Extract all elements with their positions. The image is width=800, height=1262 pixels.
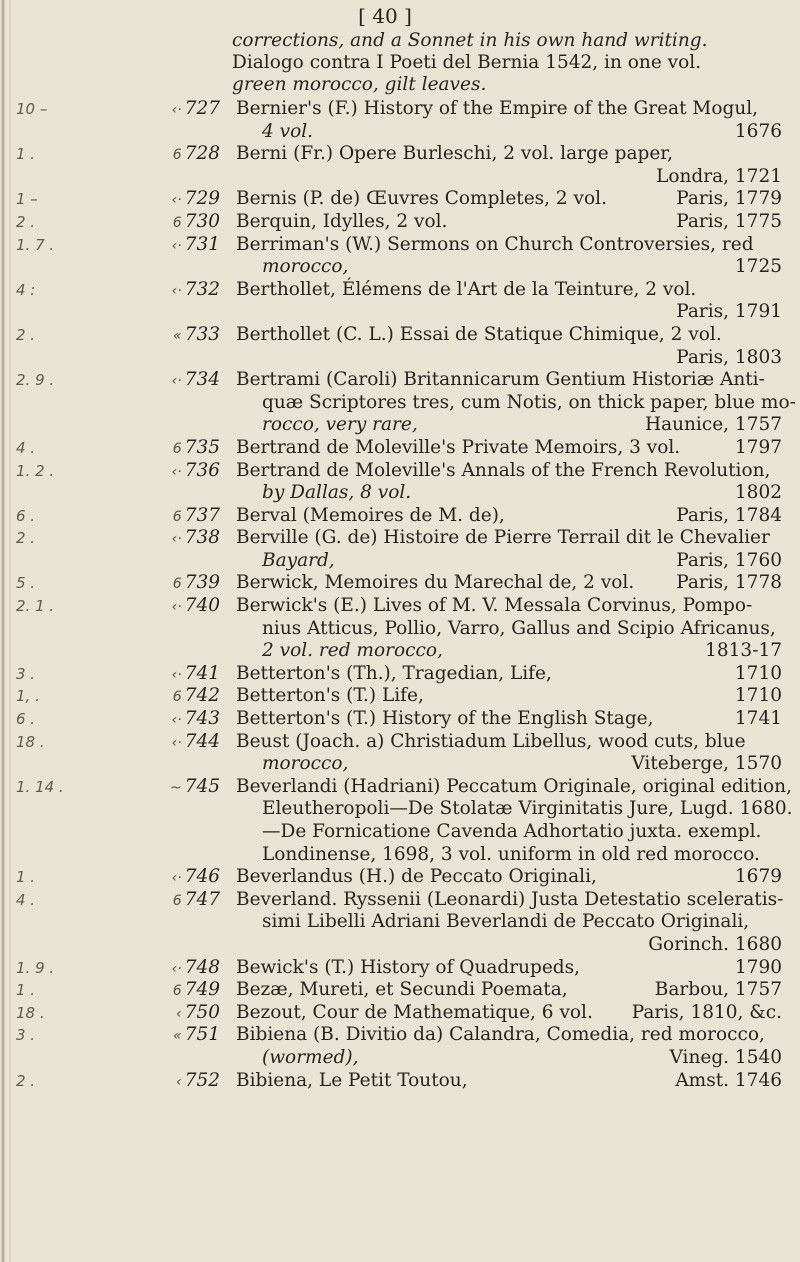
entry-line (0, 482, 800, 505)
entry-text: rocco, very rare, (262, 414, 418, 436)
lot-number (145, 889, 220, 913)
pen-mark: 6 (172, 689, 182, 706)
handwritten-price: 2 . (16, 212, 36, 231)
entry-text: 4 vol. (262, 120, 314, 142)
entry-text: Bertrand de Moleville's Annals of the French Revolution, (236, 459, 771, 481)
entry-text: Bayard, (262, 549, 335, 571)
entry-text: Bertrami (Caroli) Britannicarum Gentium Historiæ Anti- (236, 369, 765, 391)
lot-number (145, 234, 220, 258)
entry-line (0, 776, 800, 799)
entry-line (0, 844, 800, 867)
imprint: 1802 (734, 482, 782, 504)
catalogue-entry (0, 731, 800, 776)
catalogue-entry (0, 324, 800, 369)
handwritten-price: 2. 9 . (16, 371, 55, 390)
entry-line (0, 753, 800, 776)
lot-number-value: 743 (184, 708, 220, 730)
pen-mark: ‹ (176, 1073, 182, 1090)
entry-line (0, 211, 800, 234)
pen-mark: ‹· (171, 712, 182, 729)
imprint: Paris, 1760 (676, 549, 782, 571)
entry-text: Bezæ, Mureti, et Secundi Poemata, (236, 979, 568, 1001)
catalogue-entry (0, 685, 800, 708)
handwritten-price: 1 – (16, 190, 38, 209)
pen-mark: ‹· (171, 870, 182, 887)
entry-text: Berthollet, Élémens de l'Art de la Teinture, 2 vol. (236, 278, 697, 300)
catalogue-entry (0, 98, 800, 143)
lot-number (145, 460, 220, 484)
lot-number-value: 735 (184, 436, 220, 458)
handwritten-price: 1. 2 . (16, 461, 55, 480)
entry-line (0, 98, 800, 121)
lot-number (145, 1024, 220, 1048)
pen-mark: ‹· (171, 282, 182, 299)
pen-mark: 6 (172, 508, 182, 525)
pen-mark: 6 (172, 440, 182, 457)
pen-mark: ‹· (171, 666, 182, 683)
entry-line (0, 324, 800, 347)
entry-text: Eleutheropoli—De Stolatæ Virginitatis Jure, Lugd. 1680. (262, 798, 793, 820)
entry-line (0, 234, 800, 257)
entry-text: Berquin, Idylles, 2 vol. (236, 210, 448, 232)
entry-line (0, 256, 800, 279)
imprint: Vineg. 1540 (669, 1046, 782, 1068)
entry-text: Betterton's (T.) History of the English Stage, (236, 708, 654, 730)
entry-line (0, 550, 800, 573)
handwritten-price: 2 . (16, 1071, 36, 1090)
lot-number-value: 751 (184, 1024, 220, 1046)
entry-text: morocco, (262, 256, 349, 278)
imprint: 1797 (734, 436, 782, 458)
pen-mark: ‹ (176, 1005, 182, 1022)
lot-number-value: 731 (184, 233, 220, 255)
entry-text: Beverlandus (H.) de Peccato Originali, (236, 866, 597, 888)
lot-number-value: 741 (184, 662, 220, 684)
entry-text: quæ Scriptores tres, cum Notis, on thick paper, blue mo- (262, 391, 796, 413)
handwritten-price: 1. 9 . (16, 958, 55, 977)
entry-text: Berthollet (C. L.) Essai de Statique Chimique, 2 vol. (236, 323, 722, 345)
lot-number-value: 750 (184, 1001, 220, 1023)
lot-number-value: 729 (184, 188, 220, 210)
imprint: 1710 (734, 685, 782, 707)
entry-line (0, 595, 800, 618)
handwritten-price: 1 . (16, 145, 36, 164)
imprint: Viteberge, 1570 (631, 753, 782, 775)
entry-line (0, 437, 800, 460)
entry-line (0, 866, 800, 889)
entry-text: Berval (Memoires de M. de), (236, 504, 505, 526)
handwritten-price: 1. 7 . (16, 235, 55, 254)
entry-text: (wormed), (262, 1046, 359, 1068)
entry-line (0, 347, 800, 370)
pen-mark: ‹· (171, 734, 182, 751)
lot-number (145, 979, 220, 1003)
lot-number (145, 188, 220, 212)
catalogue-entry (0, 663, 800, 686)
lot-number-value: 732 (184, 278, 220, 300)
lot-number (145, 572, 220, 596)
entry-line (0, 572, 800, 595)
catalogue-entry (0, 527, 800, 572)
entry-text: Berwick's (E.) Lives of M. V. Messala Corvinus, Pompo- (236, 595, 753, 617)
imprint: Paris, 1803 (676, 346, 782, 368)
entry-line (0, 934, 800, 957)
lot-number-value: 752 (184, 1069, 220, 1091)
handwritten-price: 6 . (16, 710, 36, 729)
imprint: Haunice, 1757 (644, 414, 782, 436)
imprint: 1679 (734, 866, 782, 888)
entry-text: nius Atticus, Pollio, Varro, Gallus and Scipio Africanus, (262, 617, 776, 639)
imprint: 1813-17 (705, 640, 782, 662)
entry-text: Berni (Fr.) Opere Burleschi, 2 vol. large paper, (236, 143, 673, 165)
lot-number-value: 733 (184, 323, 220, 345)
lot-number (145, 279, 220, 303)
handwritten-price: 1, . (16, 687, 40, 706)
lot-number-value: 747 (184, 888, 220, 910)
pen-mark: ‹· (171, 102, 182, 118)
catalogue-entry (0, 889, 800, 957)
entry-line (0, 798, 800, 821)
lot-number-value: 730 (184, 210, 220, 232)
entry-text: Betterton's (T.) Life, (236, 685, 424, 707)
entry-text: Beust (Joach. a) Christiadum Libellus, wood cuts, blue (236, 730, 746, 752)
pen-mark: ~ (169, 779, 182, 796)
catalogue-entry (0, 234, 800, 279)
handwritten-price: 1 . (16, 981, 36, 1000)
entry-line (0, 1070, 800, 1093)
lot-number (145, 143, 220, 167)
lot-number-value: 744 (184, 730, 220, 752)
entry-text: Bibiena (B. Divitio da) Calandra, Comedia, red morocco, (236, 1024, 765, 1046)
entry-line (0, 392, 800, 415)
handwritten-price: 18 . (16, 732, 45, 751)
entry-text: Berriman's (W.) Sermons on Church Controversies, red (236, 233, 754, 255)
lot-number-value: 734 (184, 369, 220, 391)
catalogue-entry (0, 211, 800, 234)
entry-text: 2 vol. red morocco, (262, 640, 443, 662)
lot-number (145, 1002, 220, 1026)
intro-line-2: Dialogo contra I Poeti del Bernia 1542, in one vol. (232, 52, 702, 73)
entry-line (0, 663, 800, 686)
catalogue-entry (0, 957, 800, 980)
entry-text: Londinense, 1698, 3 vol. uniform in old red morocco. (262, 843, 760, 865)
lot-number-value: 736 (184, 459, 220, 481)
catalogue-entries (0, 98, 800, 1092)
entry-text: simi Libelli Adriani Beverlandi de Peccato Originali, (262, 911, 750, 933)
handwritten-price: 10 – (16, 100, 48, 118)
catalogue-entry (0, 1070, 800, 1093)
lot-number (145, 527, 220, 551)
lot-number-value: 742 (184, 685, 220, 707)
entry-line (0, 188, 800, 211)
catalogue-entry (0, 460, 800, 505)
handwritten-price: 4 . (16, 890, 36, 909)
lot-number-value: 749 (184, 979, 220, 1001)
handwritten-price: 6 . (16, 506, 36, 525)
imprint: 1790 (734, 956, 782, 978)
lot-number-value: 738 (184, 527, 220, 549)
entry-line (0, 1002, 800, 1025)
imprint: Barbou, 1757 (654, 979, 782, 1001)
catalogue-entry (0, 143, 800, 188)
pen-mark: ‹· (171, 599, 182, 616)
imprint: Londra, 1721 (656, 165, 782, 187)
lot-number (145, 685, 220, 709)
imprint: Paris, 1778 (676, 572, 782, 594)
imprint: Amst. 1746 (675, 1069, 782, 1091)
entry-text: Berville (G. de) Histoire de Pierre Terrail dit le Chevalier (236, 527, 770, 549)
entry-line (0, 911, 800, 934)
imprint: Paris, 1810, &c. (631, 1001, 782, 1023)
catalogue-entry (0, 188, 800, 211)
handwritten-price: 1. 14 . (16, 777, 64, 796)
entry-text: by Dallas, 8 vol. (262, 482, 412, 504)
catalogue-entry (0, 437, 800, 460)
entry-line (0, 685, 800, 708)
entry-line (0, 708, 800, 731)
entry-text: Beverland. Ryssenii (Leonardi) Justa Detestatio sceleratis- (236, 888, 784, 910)
imprint: Gorinch. 1680 (648, 933, 782, 955)
entry-line (0, 1047, 800, 1070)
lot-number (145, 211, 220, 235)
lot-number-value: 746 (184, 866, 220, 888)
entry-line (0, 369, 800, 392)
lot-number-value: 740 (184, 595, 220, 617)
handwritten-price: 2. 1 . (16, 597, 55, 616)
entry-line (0, 821, 800, 844)
entry-text: Bewick's (T.) History of Quadrupeds, (236, 956, 581, 978)
catalogue-entry (0, 572, 800, 595)
lot-number (145, 731, 220, 755)
lot-number (145, 369, 220, 393)
handwritten-price: 5 . (16, 574, 36, 593)
pen-mark: ‹· (171, 463, 182, 480)
entry-text: Bernier's (F.) History of the Empire of the Great Mogul, (236, 98, 759, 119)
handwritten-price: 3 . (16, 1026, 36, 1045)
imprint: Paris, 1779 (676, 188, 782, 210)
lot-number-value: 728 (184, 143, 220, 165)
lot-number-value: 748 (184, 956, 220, 978)
entry-line (0, 1024, 800, 1047)
lot-number-value: 727 (184, 98, 220, 119)
handwritten-price: 1 . (16, 868, 36, 887)
lot-number (145, 776, 220, 800)
entry-line (0, 889, 800, 912)
entry-text: morocco, (262, 753, 349, 775)
entry-line (0, 640, 800, 663)
pen-mark: ‹· (171, 192, 182, 209)
entry-text: Bertrand de Moleville's Private Memoirs, 3 vol. (236, 436, 681, 458)
imprint: Paris, 1784 (676, 504, 782, 526)
catalogue-entry (0, 866, 800, 889)
pen-mark: ‹· (171, 373, 182, 390)
lot-number (145, 663, 220, 687)
pen-mark: 6 (172, 147, 182, 164)
entry-line (0, 301, 800, 324)
lot-number (145, 324, 220, 348)
pen-mark: 6 (172, 214, 182, 231)
handwritten-price: 2 . (16, 529, 36, 548)
handwritten-price: 3 . (16, 664, 36, 683)
intro-line-1: corrections, and a Sonnet in his own hand writing. (232, 30, 708, 51)
entry-line (0, 527, 800, 550)
pen-mark: 6 (172, 892, 182, 909)
entry-line (0, 618, 800, 641)
entry-line (0, 166, 800, 189)
entry-text: Beverlandi (Hadriani) Peccatum Originale, original edition, (236, 775, 792, 797)
entry-text: Bezout, Cour de Mathematique, 6 vol. (236, 1001, 593, 1023)
lot-number (145, 866, 220, 890)
pen-mark: ‹· (171, 237, 182, 254)
entry-text: Bernis (P. de) Œuvres Completes, 2 vol. (236, 188, 607, 210)
catalogue-entry (0, 979, 800, 1002)
intro-line-3: green morocco, gilt leaves. (232, 74, 487, 95)
imprint: Paris, 1775 (676, 210, 782, 232)
imprint: 1710 (734, 662, 782, 684)
handwritten-price: 4 . (16, 438, 36, 457)
entry-text: Bibiena, Le Petit Toutou, (236, 1069, 468, 1091)
entry-line (0, 957, 800, 980)
lot-number (145, 1070, 220, 1094)
catalogue-entry (0, 369, 800, 437)
lot-number (145, 98, 220, 122)
catalogue-entry (0, 1002, 800, 1025)
lot-number (145, 595, 220, 619)
imprint: Paris, 1791 (676, 301, 782, 323)
lot-number (145, 957, 220, 981)
lot-number (145, 708, 220, 732)
pen-mark: « (173, 1028, 182, 1045)
entry-text: Betterton's (Th.), Tragedian, Life, (236, 662, 552, 684)
entry-line (0, 460, 800, 483)
previous-entry-continuation (232, 30, 782, 96)
catalogue-entry (0, 279, 800, 324)
entry-line (0, 979, 800, 1002)
catalogue-entry (0, 595, 800, 663)
entry-line (0, 505, 800, 528)
entry-line (0, 414, 800, 437)
catalogue-entry (0, 708, 800, 731)
imprint: 1676 (734, 120, 782, 142)
catalogue-entry (0, 1024, 800, 1069)
entry-text: Berwick, Memoires du Marechal de, 2 vol. (236, 572, 635, 594)
lot-number (145, 505, 220, 529)
pen-mark: 6 (172, 576, 182, 593)
lot-number-value: 745 (184, 775, 220, 797)
handwritten-price: 2 . (16, 325, 36, 344)
entry-line (0, 143, 800, 166)
lot-number-value: 737 (184, 504, 220, 526)
page-number: [ 40 ] (358, 4, 412, 28)
entry-line (0, 279, 800, 302)
handwritten-price: 4 : (16, 280, 36, 299)
lot-number-value: 739 (184, 572, 220, 594)
catalogue-entry (0, 505, 800, 528)
entry-text: —De Fornicatione Cavenda Adhortatio juxta. exempl. (262, 821, 762, 842)
catalogue-entry (0, 776, 800, 866)
entry-line (0, 731, 800, 754)
imprint: 1725 (734, 256, 782, 278)
pen-mark: ‹· (171, 531, 182, 548)
imprint: 1741 (734, 708, 782, 730)
entry-line (0, 121, 800, 144)
pen-mark: 6 (172, 983, 182, 1000)
lot-number (145, 437, 220, 461)
pen-mark: « (173, 327, 182, 344)
handwritten-price: 18 . (16, 1003, 45, 1022)
pen-mark: ‹· (171, 960, 182, 977)
